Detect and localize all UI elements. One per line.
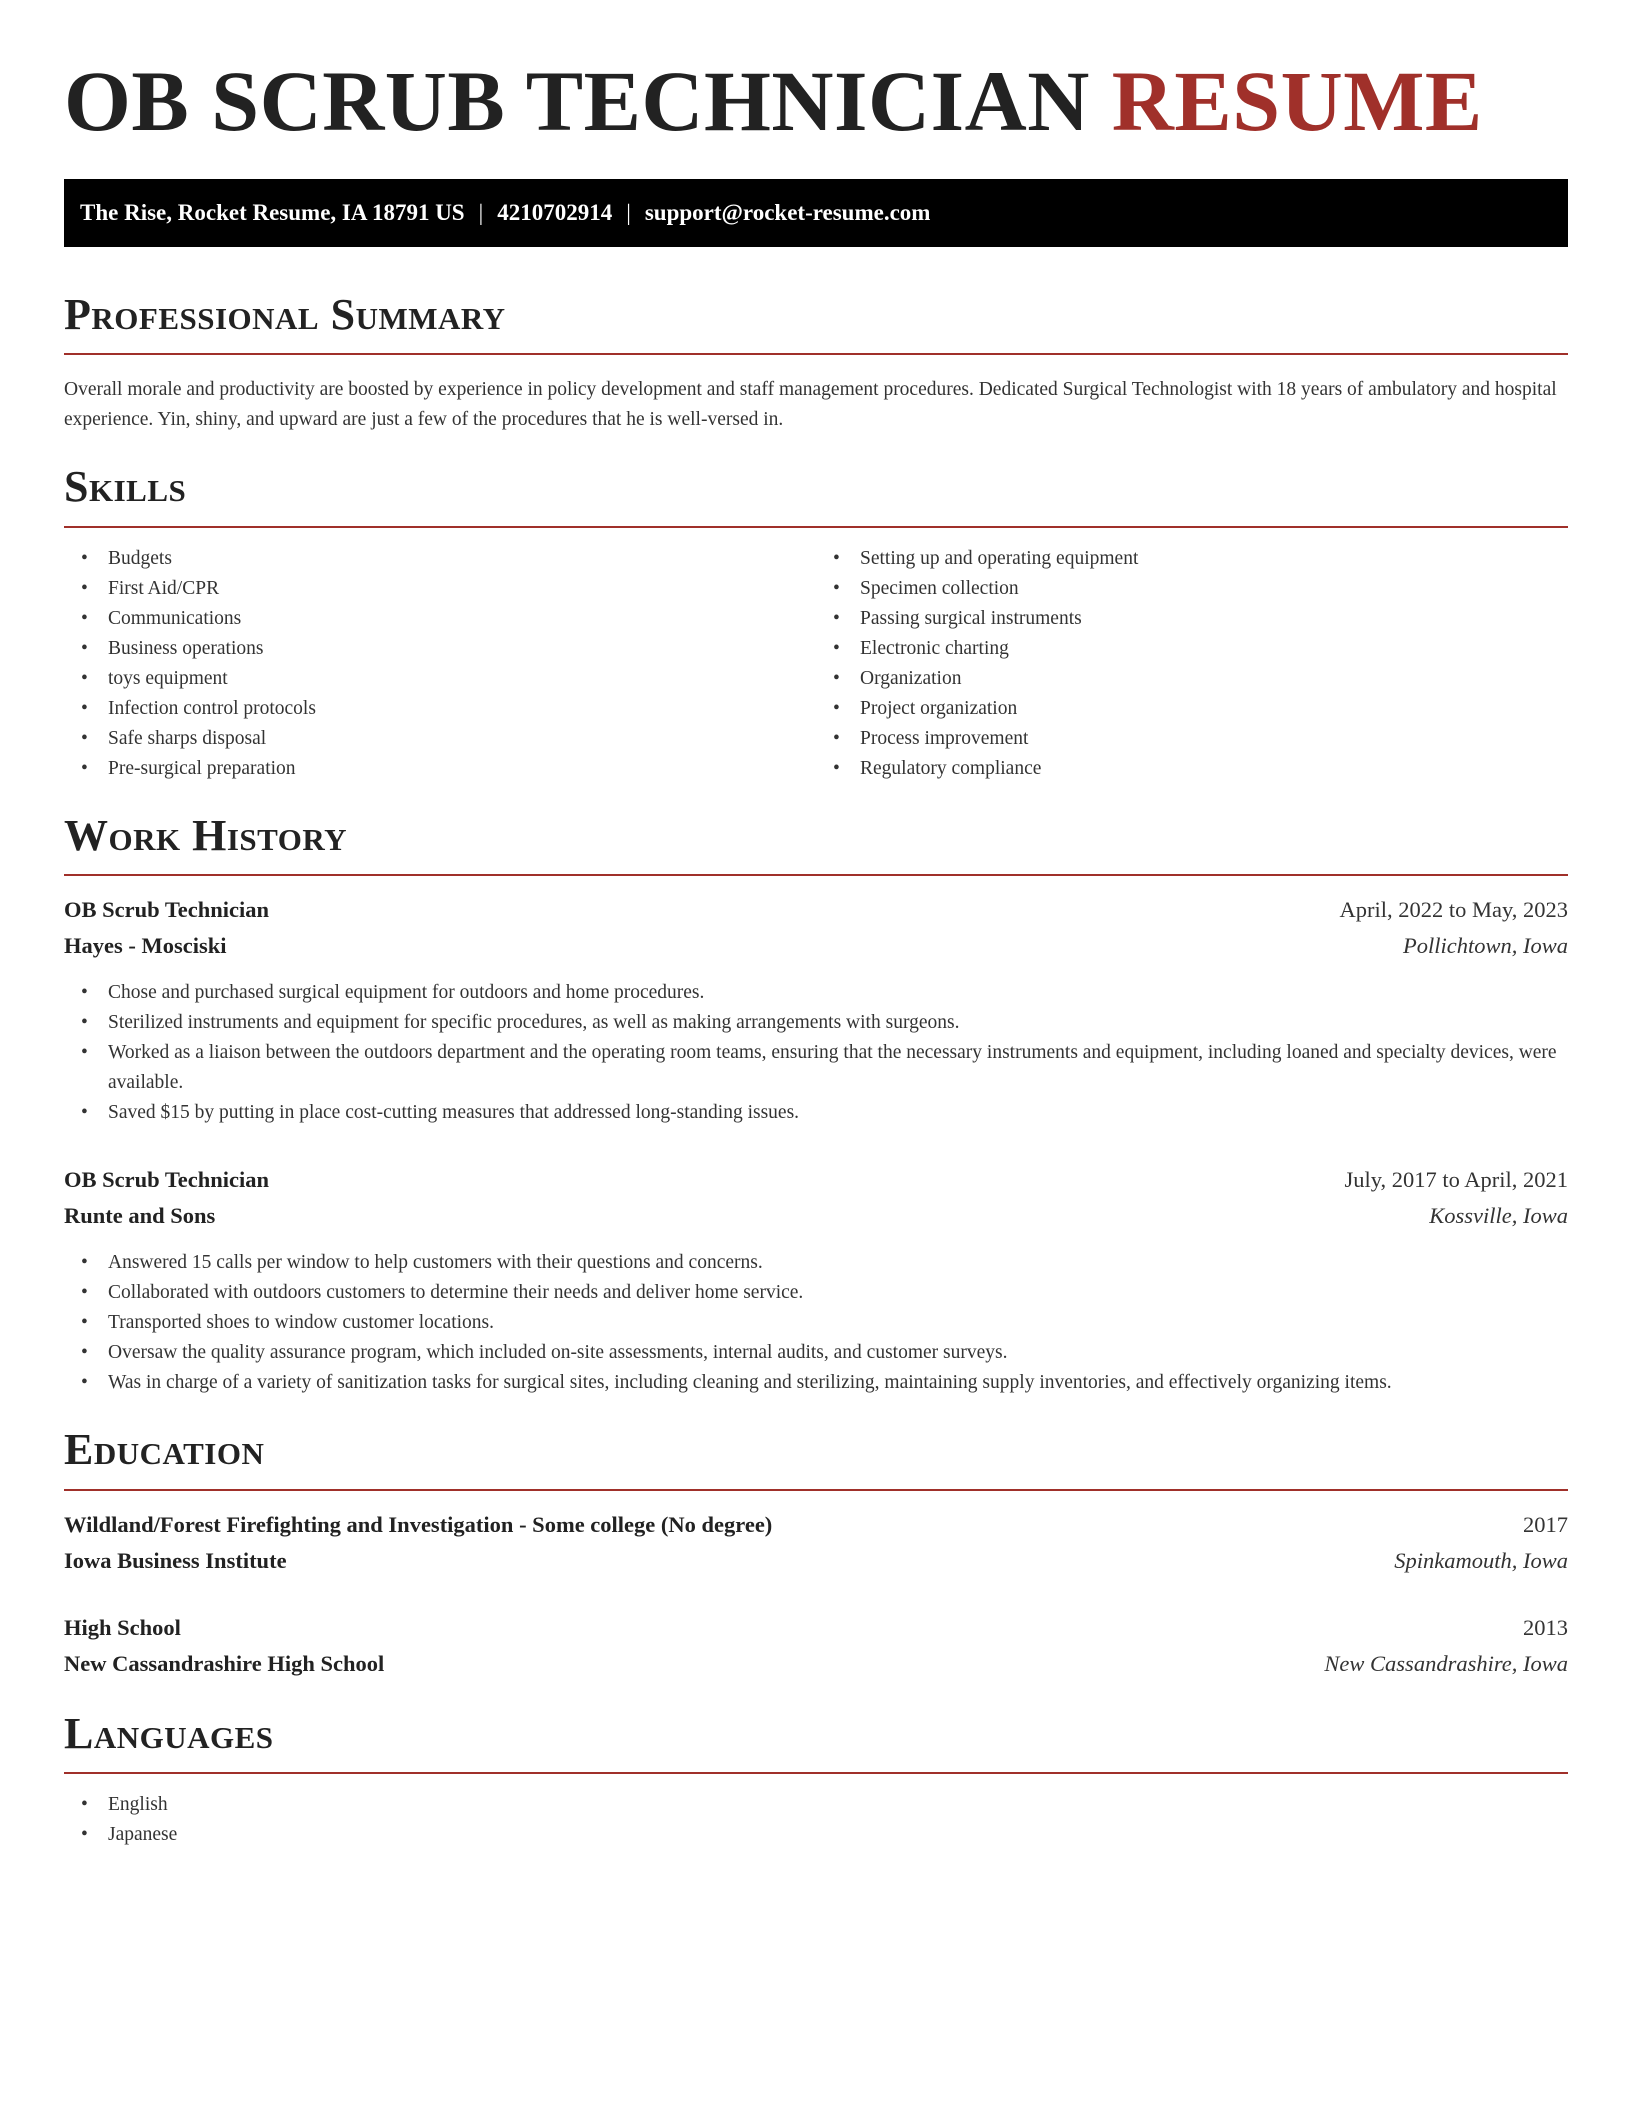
skill-item: • Specimen collection xyxy=(816,574,1568,604)
resume-title xyxy=(64,53,1568,149)
section-title-languages: Languages xyxy=(64,1708,274,1758)
summary-text: Overall morale and productivity are boosted by experience in policy development and staff management procedures. Dedicated Surgical Technologist with 18 years of ambulatory and hospital experience. Yin, shiny, and upward are just a few of the procedures that he is well-versed in. xyxy=(64,379,1557,431)
job-company-row xyxy=(64,928,1568,964)
job-bullet: • Was in charge of a variety of sanitization tasks for surgical sites, including cleaning and sterilizing, maintaining supply inventories, and effectively organizing items. xyxy=(64,1368,1568,1398)
job-location: Kossville, Iowa xyxy=(1429,1203,1568,1229)
section-divider xyxy=(64,353,1568,355)
job-title: OB Scrub Technician xyxy=(64,897,270,923)
job-bullet: • Chose and purchased surgical equipment for outdoors and home procedures. xyxy=(64,978,1568,1008)
skills-list-left xyxy=(64,544,816,784)
job-bullet: • Collaborated with outdoors customers to determine their needs and deliver home service. xyxy=(64,1278,1568,1308)
education-school-row xyxy=(64,1543,1568,1579)
education-header-row xyxy=(64,1610,1568,1646)
skill-item: • Regulatory compliance xyxy=(816,754,1568,784)
skill-item: • Electronic charting xyxy=(816,634,1568,664)
section-divider xyxy=(64,1489,1568,1491)
education-degree: High School xyxy=(64,1614,181,1640)
contact-phone: 4210702914 xyxy=(497,200,613,225)
skills-columns xyxy=(64,544,1568,784)
job-title: OB Scrub Technician xyxy=(64,1167,270,1193)
job-dates: July, 2017 to April, 2021 xyxy=(1344,1167,1568,1193)
skill-item: • Passing surgical instruments xyxy=(816,604,1568,634)
job-bullet: • Worked as a liaison between the outdoors department and the operating room teams, ensuring that the necessary instruments and equipment, including loaned and specialty devices, were available. xyxy=(64,1038,1568,1098)
section-title-work-history: Work History xyxy=(64,810,348,860)
skill-item: • Business operations xyxy=(64,634,816,664)
contact-separator: | xyxy=(478,200,484,225)
skill-item: • Setting up and operating equipment xyxy=(816,544,1568,574)
languages-section xyxy=(64,1710,1568,1850)
contact-address: The Rise, Rocket Resume, IA 18791 US xyxy=(80,200,465,225)
skill-item: • Safe sharps disposal xyxy=(64,724,816,754)
job-bullet: • Saved $15 by putting in place cost-cutting measures that addressed long-standing issues. xyxy=(64,1098,1568,1128)
job-company: Hayes - Mosciski xyxy=(64,933,227,959)
section-divider xyxy=(64,1772,1568,1774)
job-bullet: • Sterilized instruments and equipment for specific procedures, as well as making arrangements with surgeons. xyxy=(64,1008,1568,1038)
education-entry xyxy=(64,1507,1568,1579)
job-company: Runte and Sons xyxy=(64,1203,216,1229)
education-location: Spinkamouth, Iowa xyxy=(1394,1547,1568,1573)
language-item: • Japanese xyxy=(64,1820,1568,1850)
job-bullet: • Transported shoes to window customer locations. xyxy=(64,1308,1568,1338)
education-year: 2017 xyxy=(1523,1511,1568,1537)
skill-item: • Organization xyxy=(816,664,1568,694)
job-location: Pollichtown, Iowa xyxy=(1403,933,1568,959)
job-header-row xyxy=(64,892,1568,928)
work-history-section xyxy=(64,812,1568,1398)
education-degree: Wildland/Forest Firefighting and Investigation - Some college (No degree) xyxy=(64,1511,773,1537)
title-accent: RESUME xyxy=(1111,53,1483,149)
job-dates: April, 2022 to May, 2023 xyxy=(1339,897,1568,923)
section-divider xyxy=(64,526,1568,528)
education-section xyxy=(64,1426,1568,1681)
job-header-row xyxy=(64,1162,1568,1198)
skill-item: • Process improvement xyxy=(816,724,1568,754)
section-title-skills: Skills xyxy=(64,462,187,512)
job-bullets xyxy=(64,1248,1568,1398)
job-bullet: • Answered 15 calls per window to help customers with their questions and concerns. xyxy=(64,1248,1568,1278)
skills-list-right xyxy=(816,544,1568,784)
education-school: New Cassandrashire High School xyxy=(64,1650,385,1676)
contact-email: support@rocket-resume.com xyxy=(644,200,931,225)
skill-item: • Budgets xyxy=(64,544,816,574)
skill-item: • Pre-surgical preparation xyxy=(64,754,816,784)
skill-item: • First Aid/CPR xyxy=(64,574,816,604)
education-school: Iowa Business Institute xyxy=(64,1547,287,1573)
education-location: New Cassandrashire, Iowa xyxy=(1324,1650,1568,1676)
skill-item: • toys equipment xyxy=(64,664,816,694)
language-item: • English xyxy=(64,1790,1568,1820)
skills-section xyxy=(64,463,1568,783)
job-bullets xyxy=(64,978,1568,1128)
skill-item: • Project organization xyxy=(816,694,1568,724)
skill-item: • Communications xyxy=(64,604,816,634)
section-title-education: Education xyxy=(64,1425,265,1475)
languages-list xyxy=(64,1790,1568,1850)
education-school-row xyxy=(64,1646,1568,1682)
job-entry xyxy=(64,892,1568,1128)
education-header-row xyxy=(64,1507,1568,1543)
skill-item: • Infection control protocols xyxy=(64,694,816,724)
section-divider xyxy=(64,874,1568,876)
job-entry xyxy=(64,1162,1568,1398)
section-title-summary: Professional Summary xyxy=(64,290,506,339)
contact-separator: | xyxy=(626,200,631,225)
summary-section xyxy=(64,291,1568,435)
title-main: OB SCRUB TECHNICIAN xyxy=(64,53,1090,149)
contact-bar xyxy=(64,179,1568,247)
education-entry xyxy=(64,1610,1568,1682)
job-bullet: • Oversaw the quality assurance program, which included on-site assessments, internal audits, and customer surveys. xyxy=(64,1338,1568,1368)
education-year: 2013 xyxy=(1523,1614,1568,1640)
job-company-row xyxy=(64,1198,1568,1234)
